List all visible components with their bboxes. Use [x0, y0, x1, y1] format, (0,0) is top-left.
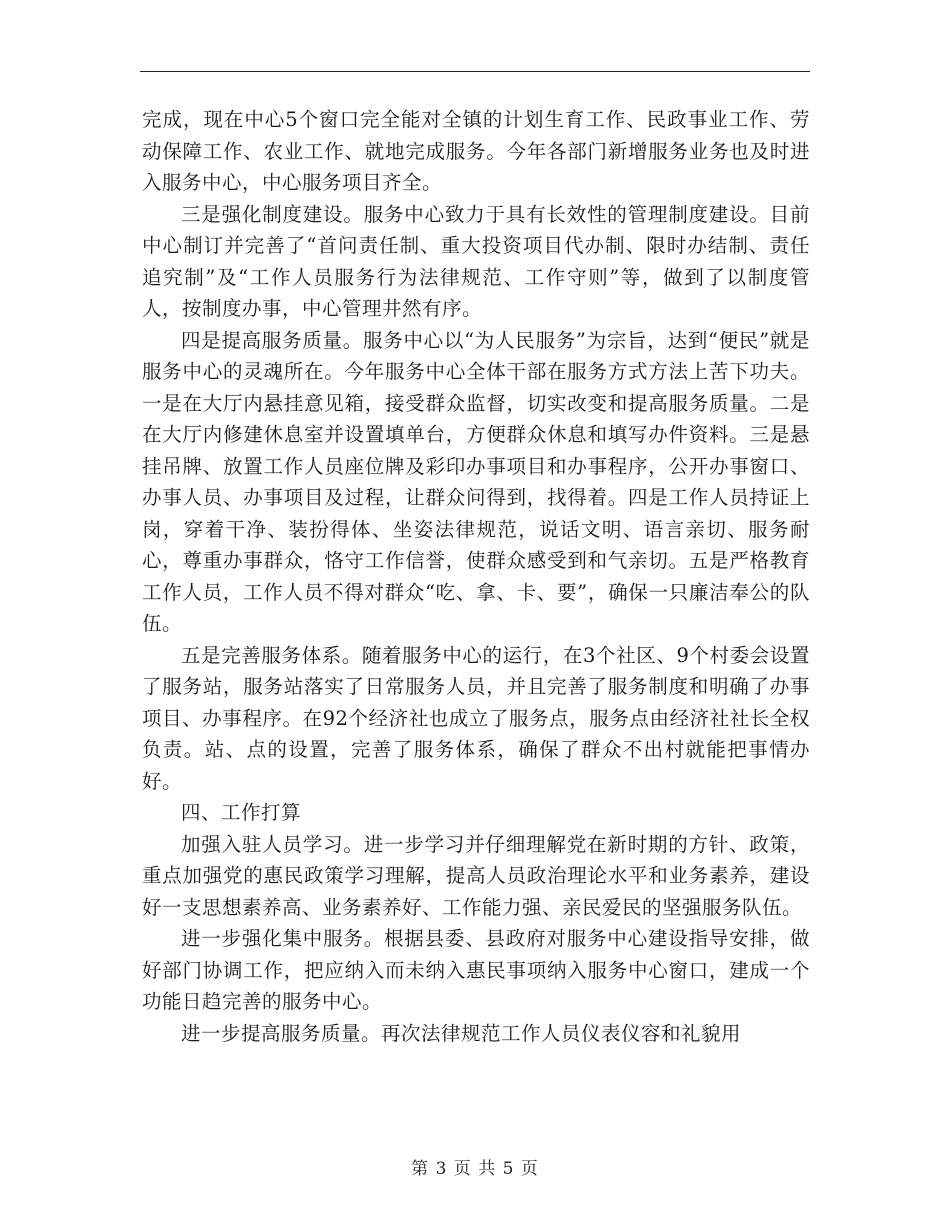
paragraph: 进一步提高服务质量。再次法律规范工作人员仪表仪容和礼貌用 [181, 1021, 742, 1045]
paragraph: 五是完善服务体系。随着服务中心的运行，在3个社区、9个村委会设置了服务站，服务站落实了日常服务人员，并且完善了服务制度和明确了办事项目、办事程序。在92个经济社也成立了服务点，服务点由经济社社长全权负责。站、点的设置，完善了服务体系，确保了群众不出村就能把事情办好。 [142, 643, 810, 793]
page-number-footer: 第 3 页 共 5 页 [411, 1159, 539, 1179]
document-body [142, 104, 810, 1049]
paragraph: 加强入驻人员学习。进一步学习并仔细理解党在新时期的方针、政策，重点加强党的惠民政策学习理解，提高人员政治理论水平和业务素养，建设好一支思想素养高、业务素养好、工作能力强、亲民爱民的坚强服务队伍。 [142, 832, 810, 919]
header-rule [140, 71, 810, 72]
paragraph: 四是提高服务质量。服务中心以“为人民服务”为宗旨，达到“便民”就是服务中心的灵魂所在。今年服务中心全体干部在服务方式方法上苦下功夫。一是在大厅内悬挂意见箱，接受群众监督，切实改变和提高服务质量。二是在大厅内修建休息室并设置填单台，方便群众休息和填写办件资料。三是悬挂吊牌、放置工作人员座位牌及彩印办事项目和办事程序，公开办事窗口、办事人员、办事项目及过程，让群众问得到，找得着。四是工作人员持证上岗，穿着干净、装扮得体、坐姿法律规范，说话文明、语言亲切、服务耐心，尊重办事群众，恪守工作信誉，使群众感受到和气亲切。五是严格教育工作人员，工作人员不得对群众“吃、拿、卡、要”，确保一只廉洁奉公的队伍。 [142, 328, 810, 635]
section-heading: 四、工作打算 [181, 801, 302, 824]
paragraph: 进一步强化集中服务。根据县委、县政府对服务中心建设指导安排，做好部门协调工作，把应纳入而未纳入惠民事项纳入服务中心窗口，建成一个功能日趋完善的服务中心。 [142, 927, 810, 1013]
paragraph: 完成，现在中心5个窗口完全能对全镇的计划生育工作、民政事业工作、劳动保障工作、农业工作、就地完成服务。今年各部门新增服务业务也及时进入服务中心，中心服务项目齐全。 [142, 108, 810, 194]
paragraph: 三是强化制度建设。服务中心致力于具有长效性的管理制度建设。目前中心制订并完善了“首问责任制、重大投资项目代办制、限时办结制、责任追究制”及“工作人员服务行为法律规范、工作守则”等，做到了以制度管人，按制度办事，中心管理井然有序。 [142, 202, 810, 320]
